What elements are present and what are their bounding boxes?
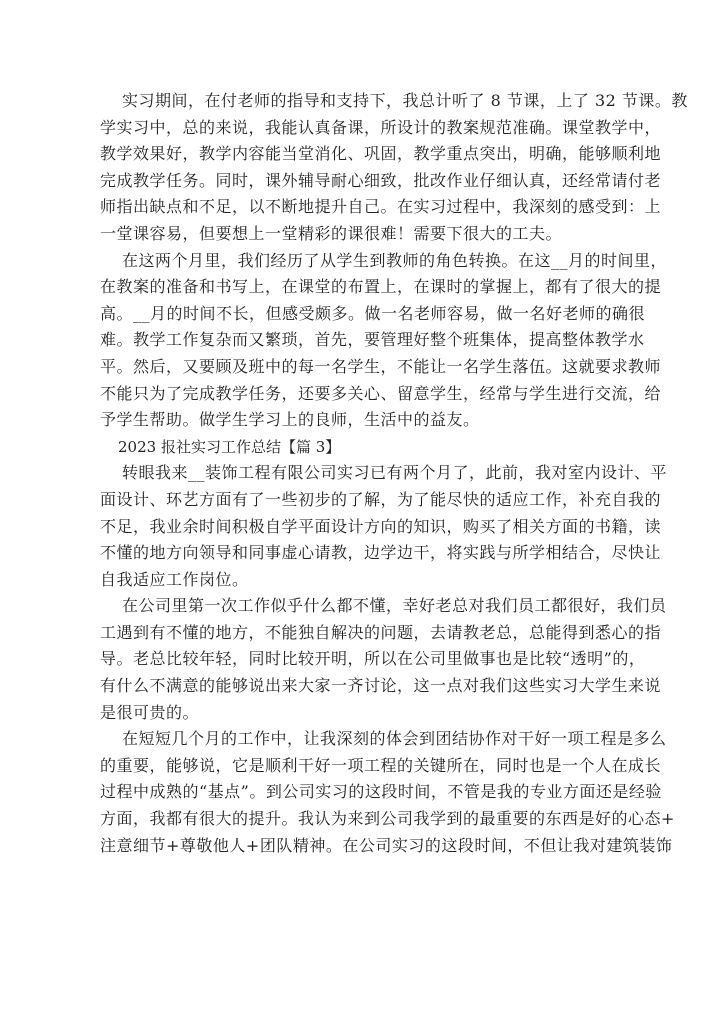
paragraph-company-boss [100, 593, 667, 726]
text-line: 平。然后，又要顾及班中的每一名学生，不能让一名学生落伍。这就要求教师 [100, 356, 662, 376]
text-line: 不能只为了完成教学任务，还要多关心、留意学生，经常与学生进行交流，给 [100, 383, 662, 403]
text-line: 导。老总比较年轻，同时比较开明，所以在公司里做事也是比较“透明”的， [100, 649, 646, 669]
text-line: 予学生帮助。做学生学习上的良师，生活中的益友。 [100, 410, 480, 430]
text-line: 一堂课容易，但要想上一堂精彩的课很难！需要下很大的工夫。 [100, 223, 563, 243]
text-line: 转眼我来__装饰工程有限公司实习已有两个月了，此前，我对室内设计、平 [122, 463, 668, 483]
text-line: 不懂的地方向领导和同事虚心请教，边学边干，将实践与所学相结合，尽快让 [100, 543, 662, 563]
text-line: 完成教学任务。同时，课外辅导耐心细致，批改作业仔细认真，还经常请付老 [100, 170, 662, 190]
text-line: 高。__月的时间不长，但感受颇多。做一名老师容易，做一名好老师的确很 [100, 303, 646, 323]
section-heading: 2023 报社实习工作总结【篇 3】 [118, 437, 341, 456]
text-line: 工遇到有不懂的地方，不能独自解决的问题，去请教老总，总能得到悉心的指 [100, 622, 662, 642]
text-line: 自我适应工作岗位。 [100, 569, 249, 589]
text-line: 面设计、环艺方面有了一些初步的了解，为了能尽快的适应工作，补充自我的 [100, 489, 662, 509]
text-line: 注意细节+尊敬他人+团队精神。在公司实习的这段时间，不但让我对建筑装饰 [100, 835, 673, 855]
text-line: 教学效果好，教学内容能当堂消化、巩固，教学重点突出，明确，能够顺利地 [100, 144, 662, 164]
text-line: 难。教学工作复杂而又繁琐，首先，要管理好整个班集体，提高整体教学水 [100, 330, 645, 350]
text-line: 在短短几个月的工作中，让我深刻的体会到团结协作对干好一项工程是多么 [122, 729, 667, 749]
text-line: 师指出缺点和不足，以不断地提升自己。在实习过程中，我深刻的感受到：上 [100, 197, 662, 217]
paragraph-internship-teaching [100, 88, 688, 248]
text-line: 是很可贵的。 [100, 702, 200, 722]
text-line: 在公司里第一次工作似乎什么都不懂，幸好老总对我们员工都很好，我们员 [122, 596, 667, 616]
text-line: 学实习中，总的来说，我能认真备课，所设计的教案规范准确。课堂教学中， [100, 117, 662, 137]
text-line: 的重要，能够说，它是顺利干好一项工程的关键所在，同时也是一个人在成长 [100, 755, 662, 775]
text-line: 在教案的准备和书写上，在课堂的布置上，在课时的掌握上，都有了很大的提 [100, 277, 662, 297]
text-line: 方面，我都有很大的提升。我认为来到公司我学到的最重要的东西是好的心态+ [100, 809, 675, 829]
text-line: 有什么不满意的能够说出来大家一齐讨论，这一点对我们这些实习大学生来说 [100, 676, 662, 696]
paragraph-role-change [100, 248, 668, 434]
text-line: 过程中成熟的“基点”。到公司实习的这段时间，不管是我的专业方面还是经验 [100, 782, 662, 802]
paragraph-teamwork [100, 726, 675, 859]
paragraph-company-intro [100, 460, 668, 593]
text-line: 在这两个月里，我们经历了从学生到教师的角色转换。在这__月的时间里， [122, 250, 668, 270]
text-line: 不足，我业余时间积极自学平面设计方向的知识，购买了相关方面的书籍，读 [100, 516, 662, 536]
text-line: 实习期间，在付老师的指导和支持下，我总计听了 8 节课，上了 32 节课。教 [122, 91, 688, 110]
document-body [100, 88, 688, 859]
